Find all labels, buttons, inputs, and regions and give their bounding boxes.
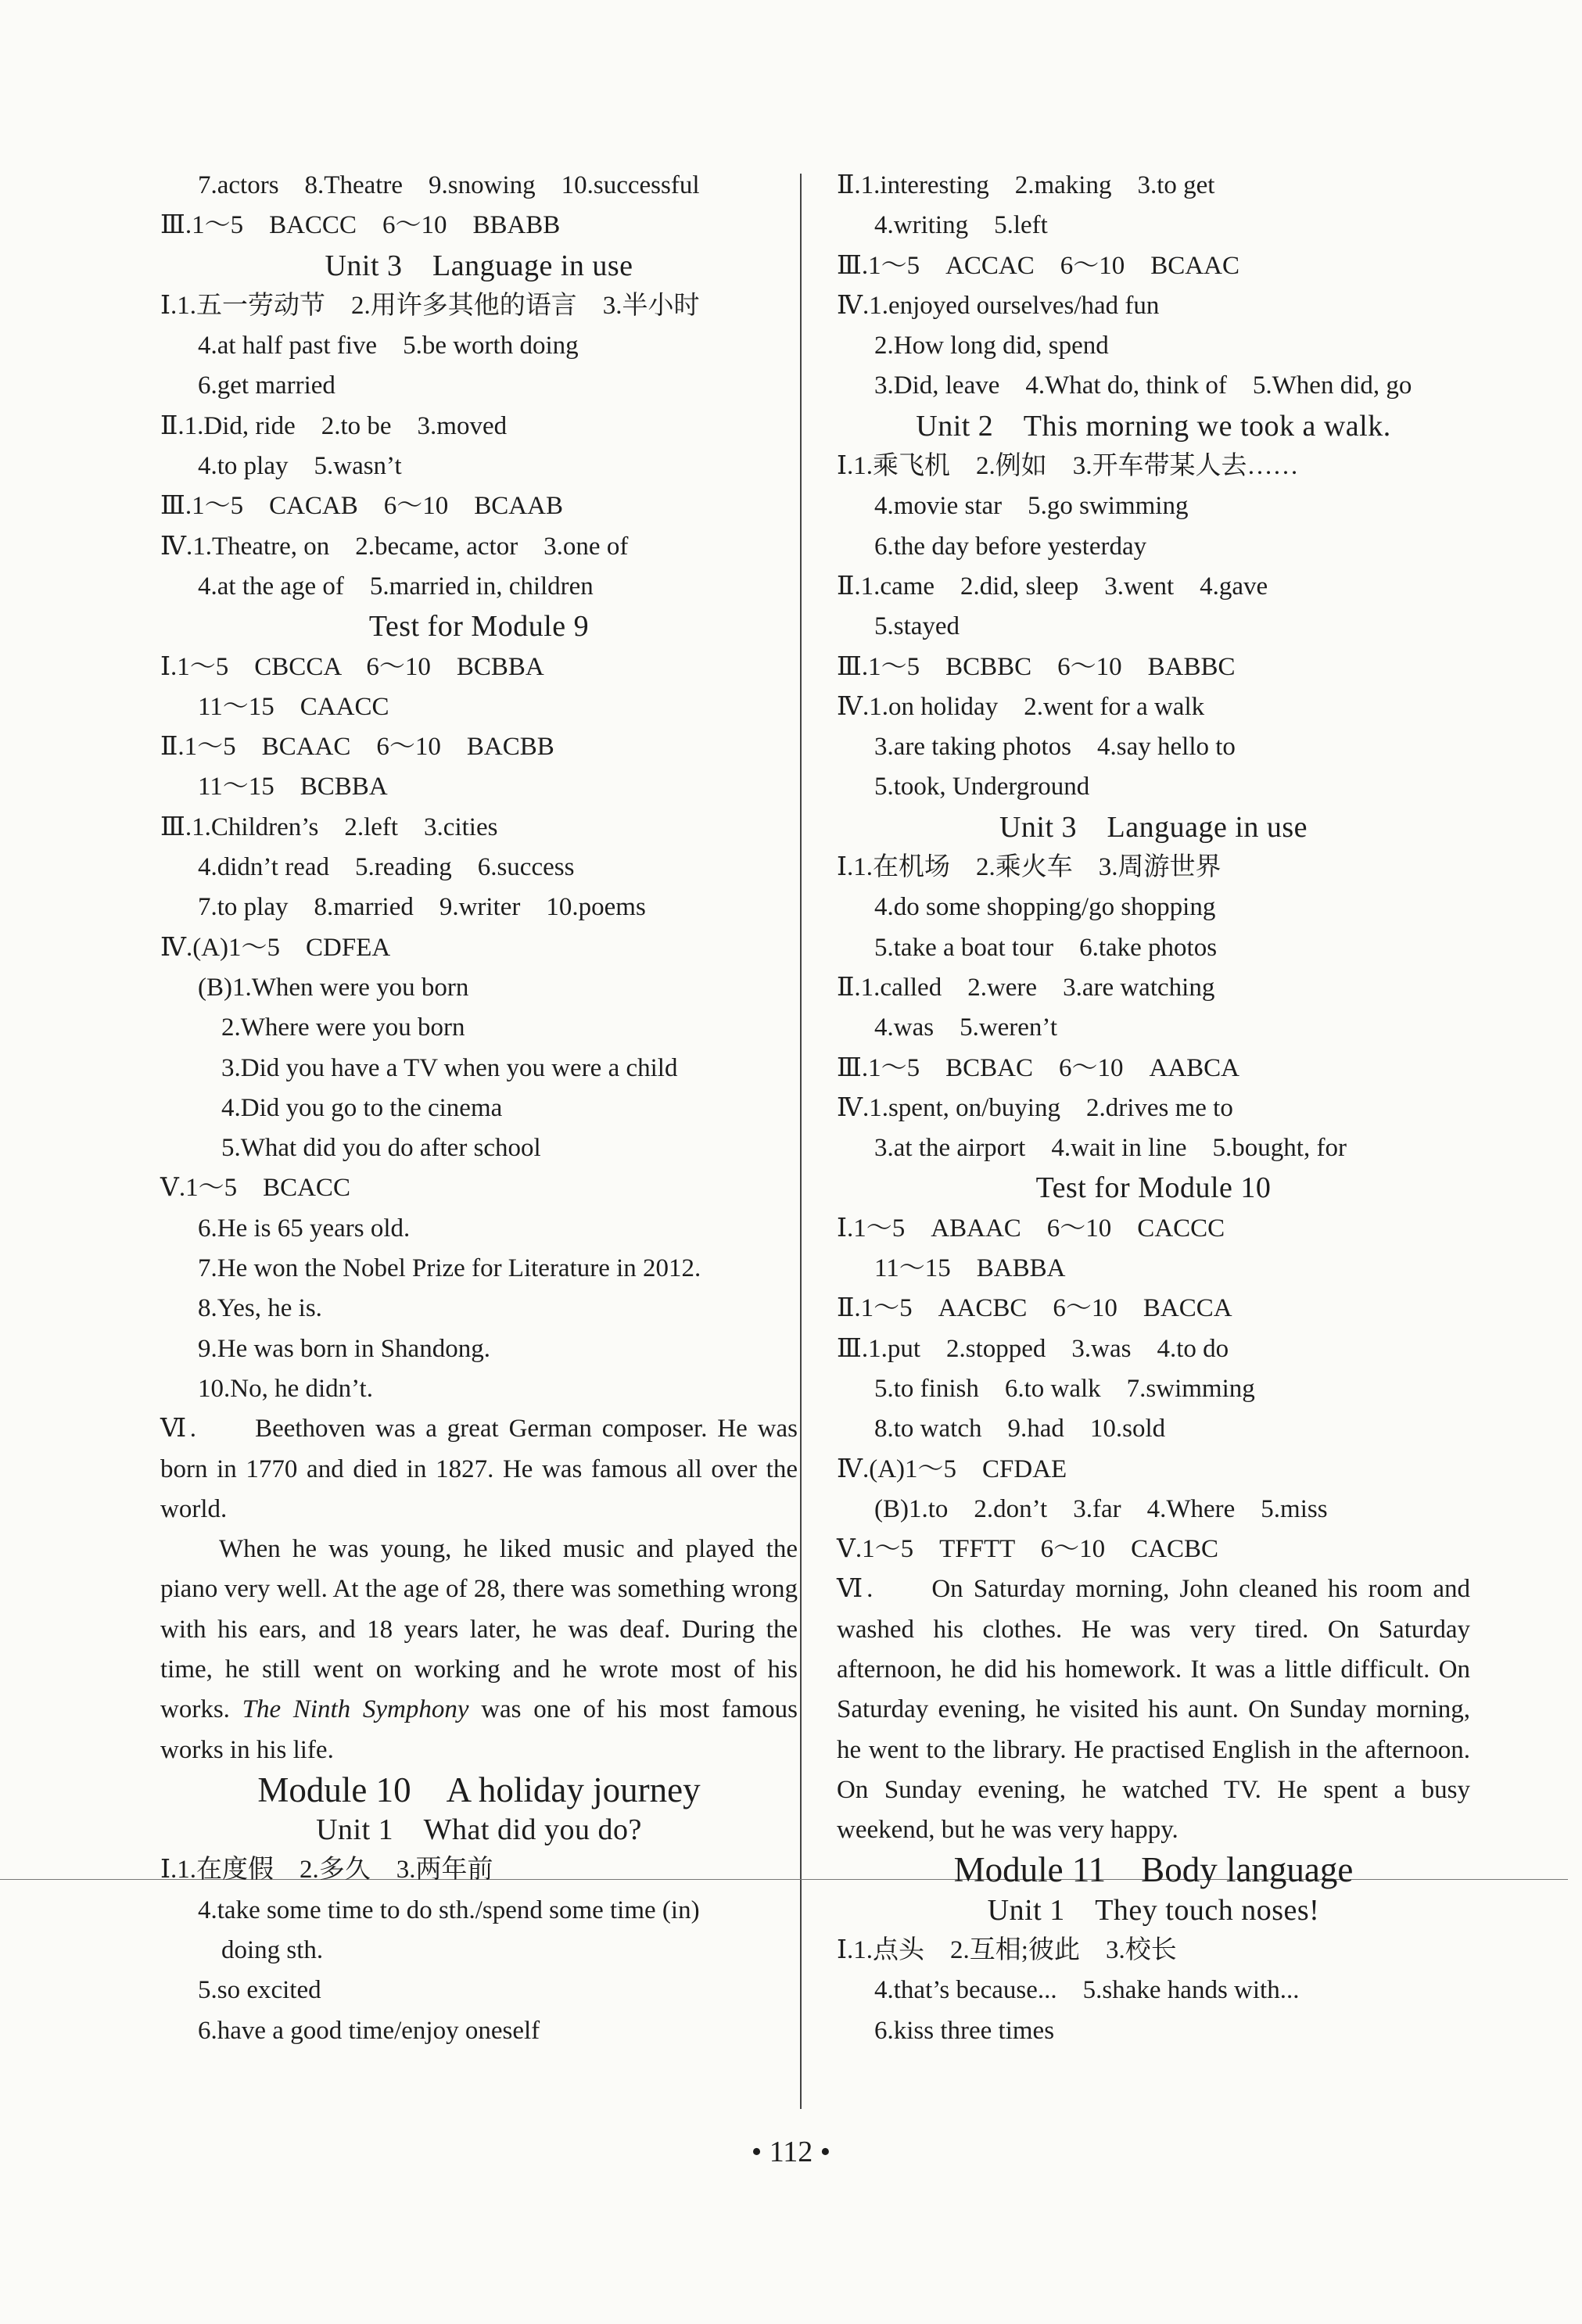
column-divider [800,174,802,2109]
answer-line: 6.He is 65 years old. [198,1214,411,1243]
answer-line: 5.took, Underground [874,773,1090,802]
answer-line: Ⅳ.1.spent, on/buying 2.drives me to [837,1093,1233,1122]
answer-line: Ⅴ.1～5 BCACC [160,1174,350,1203]
answer-line: Ⅳ.1.on holiday 2.went for a walk [837,692,1205,721]
answer-line: 11～15 BABBA [874,1254,1066,1283]
answer-line: 3.Did, leave 4.What do, think of 5.When did, go [874,371,1412,400]
answer-line: Ⅲ.1～5 BACCC 6～10 BBABB [160,211,561,240]
answer-line: Ⅲ.1～5 BCBBC 6～10 BABBC [837,652,1236,681]
answer-line: Ⅳ.(A)1～5 CDFEA [160,933,391,962]
essay-label: Ⅵ. [160,1415,197,1444]
answer-line: 11～15 BCBBA [198,773,388,802]
answer-line: 5.so excited [198,1976,321,2005]
essay-text: was one of his most famous works in his life. [160,1695,798,1764]
answer-line: 5.take a boat tour 6.take photos [874,933,1218,962]
answer-line: 8.to watch 9.had 10.sold [874,1415,1166,1444]
right-tail-lines [837,1850,1470,2050]
answer-line: 3.Did you have a TV when you were a child [221,1053,678,1082]
answer-line: 4.at the age of 5.married in, children [198,572,594,601]
answer-line: 4.at half past five 5.be worth doing [198,332,579,360]
answer-line: Ⅲ.1～5 CACAB 6～10 BCAAB [160,492,563,521]
answer-line: 6.the day before yesterday [874,532,1147,561]
section-heading: Module 10 A holiday journey [257,1770,701,1809]
answer-line: 6.kiss three times [874,2016,1055,2045]
left-essay [160,1409,798,1770]
answer-line: 4.movie star 5.go swimming [874,492,1189,521]
answer-line: Ⅳ.1.enjoyed ourselves/had fun [837,291,1160,320]
answer-line: 2.How long did, spend [874,332,1109,360]
right-essay-p1 [837,1569,1470,1850]
answer-line: 5.stayed [874,612,960,641]
answer-line: Ⅱ.1.called 2.were 3.are watching [837,973,1215,1002]
essay-label: Ⅵ. [837,1575,874,1604]
answer-line: (B)1.When were you born [198,973,469,1002]
section-heading: Test for Module 9 [368,610,590,644]
answer-line: (B)1.to 2.don’t 3.far 4.Where 5.miss [874,1494,1328,1523]
answer-line: Ⅲ.1.put 2.stopped 3.was 4.to do [837,1334,1229,1363]
answer-line: Ⅲ.1.Children’s 2.left 3.cities [160,812,498,841]
answer-line: Ⅰ.1～5 CBCCA 6～10 BCBBA [160,652,544,681]
answer-line: 7.to play 8.married 9.writer 10.poems [198,893,646,922]
answer-line: 6.have a good time/enjoy oneself [198,2016,540,2045]
answer-line: 4.to play 5.wasn’t [198,452,402,481]
essay-title: The Ninth Symphony [242,1695,469,1724]
answer-line: Ⅰ.1.在机场 2.乘火车 3.周游世界 [837,853,1221,882]
left-tail-lines [160,1770,798,2051]
right-column [837,166,1470,2051]
answer-line: 4.didn’t read 5.reading 6.success [198,853,575,882]
answer-line: Ⅴ.1～5 TFFTT 6～10 CACBC [837,1535,1219,1564]
answer-line: Ⅱ.1.came 2.did, sleep 3.went 4.gave [837,572,1268,601]
answer-line: 4.that’s because... 5.shake hands with... [874,1976,1300,2005]
section-heading: Unit 3 Language in use [999,810,1308,844]
right-essay [837,1569,1470,1850]
left-essay-p2 [160,1530,798,1770]
answer-line: 5.to finish 6.to walk 7.swimming [874,1374,1255,1403]
answer-line: Ⅲ.1～5 ACCAC 6～10 BCAAC [837,251,1239,280]
answer-line: 2.Where were you born [221,1013,465,1042]
answer-line: Ⅰ.1.乘飞机 2.例如 3.开车带某人去…… [837,452,1299,481]
answer-line: 9.He was born in Shandong. [198,1334,490,1363]
left-column [160,166,798,2051]
left-answer-lines [160,166,798,1409]
section-heading: Unit 1 What did you do? [316,1813,642,1847]
answer-line: Ⅱ.1～5 AACBC 6～10 BACCA [837,1294,1232,1323]
answer-line: 4.was 5.weren’t [874,1013,1057,1042]
answer-line: 10.No, he didn’t. [198,1374,373,1403]
answer-line: 8.Yes, he is. [198,1294,322,1323]
section-heading: Test for Module 10 [1035,1171,1272,1205]
page-number: • 112 • [751,2136,831,2168]
essay-text: On Saturday morning, John cleaned his room and washed his clothes. He was very tired. On Saturday afternoon, he did his homework. It was a little difficult. On Saturday evening, he visited his aunt. On Sunday morning, he went to the library. He practised English in the afternoon. On Sunday evening, he watched TV. He spent a busy weekend, but he was very happy. [837,1575,1470,1845]
answer-line: 6.get married [198,371,335,400]
answer-line: doing sth. [221,1936,324,1965]
answer-line: 4.take some time to do sth./spend some time (in) [198,1895,700,1924]
answer-line: 3.are taking photos 4.say hello to [874,733,1236,762]
section-heading: Unit 3 Language in use [325,249,633,282]
answer-line: 7.He won the Nobel Prize for Literature in 2012. [198,1254,701,1283]
answer-line: Ⅳ.(A)1～5 CFDAE [837,1454,1067,1483]
answer-line: Ⅲ.1～5 BCBAC 6～10 AABCA [837,1053,1239,1082]
answer-line: 5.What did you do after school [221,1134,541,1163]
section-heading: Unit 2 This morning we took a walk. [916,409,1391,443]
answer-line: 4.do some shopping/go shopping [874,893,1216,922]
section-heading: Module 11 Body language [953,1850,1354,1890]
answer-line: Ⅳ.1.Theatre, on 2.became, actor 3.one of [160,532,629,561]
answer-line: 4.writing 5.left [874,211,1048,240]
section-heading: Unit 1 They touch noses! [987,1893,1320,1927]
answer-line: 3.at the airport 4.wait in line 5.bought, for [874,1134,1347,1163]
left-essay-p1 [160,1409,798,1530]
essay-text: When he was young, he liked music and played the piano very well. At the age of 28, there was something wrong with his ears, and 18 years later, he was deaf. During the time, he still went on working and he wrote most of his works. [160,1535,798,1724]
answer-line: Ⅱ.1～5 BCAAC 6～10 BACBB [160,733,554,762]
answer-line: Ⅱ.1.interesting 2.making 3.to get [837,171,1215,199]
essay-text: Beethoven was a great German composer. He was born in 1770 and died in 1827. He was famous all over the world. [160,1415,798,1523]
answer-line: 11～15 CAACC [198,692,389,721]
right-answer-lines [837,166,1470,1569]
answer-line: 4.Did you go to the cinema [221,1093,503,1122]
answer-line: Ⅰ.1.在度假 2.多久 3.两年前 [160,1856,493,1885]
answer-line: Ⅰ.1～5 ABAAC 6～10 CACCC [837,1214,1225,1243]
answer-line: Ⅱ.1.Did, ride 2.to be 3.moved [160,411,508,440]
answer-line: 7.actors 8.Theatre 9.snowing 10.successful [198,171,700,199]
answer-line: Ⅰ.1.五一劳动节 2.用许多其他的语言 3.半小时 [160,291,700,320]
answer-line: Ⅰ.1.点头 2.互相;彼此 3.校长 [837,1936,1177,1965]
